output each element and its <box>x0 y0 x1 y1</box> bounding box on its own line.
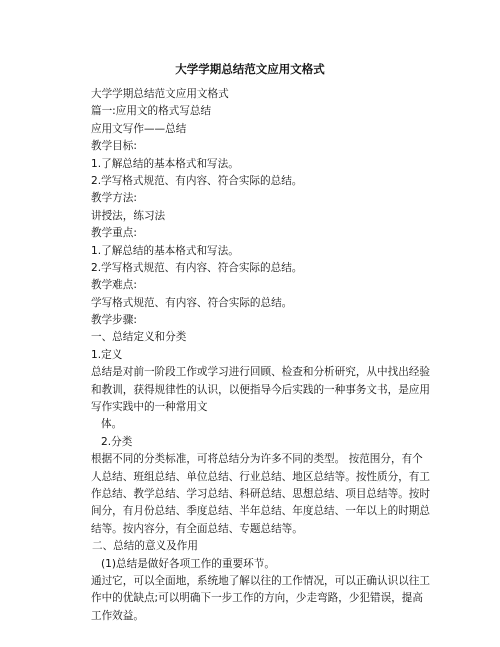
doc-line-focus-2: 2.学写格式规范、有内容、符合实际的总结。 <box>91 261 303 274</box>
doc-line-methods: 讲授法，练习法 <box>91 209 166 222</box>
doc-paragraph-classification: 根据不同的分类标准，可将总结分为许多不同的类型。 按范围分，有个人总结、班组总结、单位总结、行业总结、地区总结等。按性质分，有工作总结、教学总结、学习总结、科研总结、思想总结、项目总结等。按时间分，有月份总结、季度总结、半年总结、年度总结、一年以上的时期总结等。按内容分，有全面总结、专题总结等。 <box>91 453 430 535</box>
doc-line-methods-label: 教学方法: <box>91 192 137 205</box>
doc-line-heading: 大学学期总结范文应用文格式 <box>91 88 229 100</box>
doc-line-significance-1: (1)总结是做好各项工作的重要环节。 <box>101 557 275 570</box>
doc-line-subtitle: 应用文写作——总结 <box>91 122 187 135</box>
doc-line-classification-label: 2.分类 <box>101 435 133 448</box>
doc-paragraph-definition: 总结是对前一阶段工作或学习进行回顾、检查和分析研究，从中找出经验和教训，获得规律性的认识，以便指导今后实践的一种事务文书，是应用写作实践中的一种常用文 <box>91 366 430 414</box>
doc-line-focus-1: 1.了解总结的基本格式和写法。 <box>91 244 239 257</box>
document-title: 大学学期总结范文应用文格式 <box>175 62 325 76</box>
doc-line-objective-1: 1.了解总结的基本格式和写法。 <box>91 157 239 170</box>
doc-line-steps-label: 教学步骤: <box>91 314 137 327</box>
doc-line-objectives-label: 教学目标: <box>91 140 137 153</box>
doc-line-objective-2: 2.学写格式规范、有内容、符合实际的总结。 <box>91 174 303 187</box>
doc-line-definition-end: 体。 <box>101 418 123 431</box>
doc-line-section-2: 二、总结的意义及作用 <box>92 540 198 553</box>
doc-line-section-1: 一、总结定义和分类 <box>91 331 187 344</box>
doc-line-chapter: 篇一:应用文的格式写总结 <box>91 105 212 118</box>
doc-line-focus-label: 教学重点: <box>91 227 137 240</box>
doc-line-difficulty: 学写格式规范、有内容、符合实际的总结。 <box>91 296 293 309</box>
doc-paragraph-significance: 通过它，可以全面地，系统地了解以往的工作情况，可以正确认识以往工作中的优缺点;可以明确下一步工作的方向，少走弯路，少犯错误，提高工作效益。 <box>91 575 430 622</box>
doc-line-definition-label: 1.定义 <box>91 348 123 361</box>
document-body <box>91 86 431 625</box>
doc-line-difficulty-label: 教学难点: <box>91 279 137 292</box>
